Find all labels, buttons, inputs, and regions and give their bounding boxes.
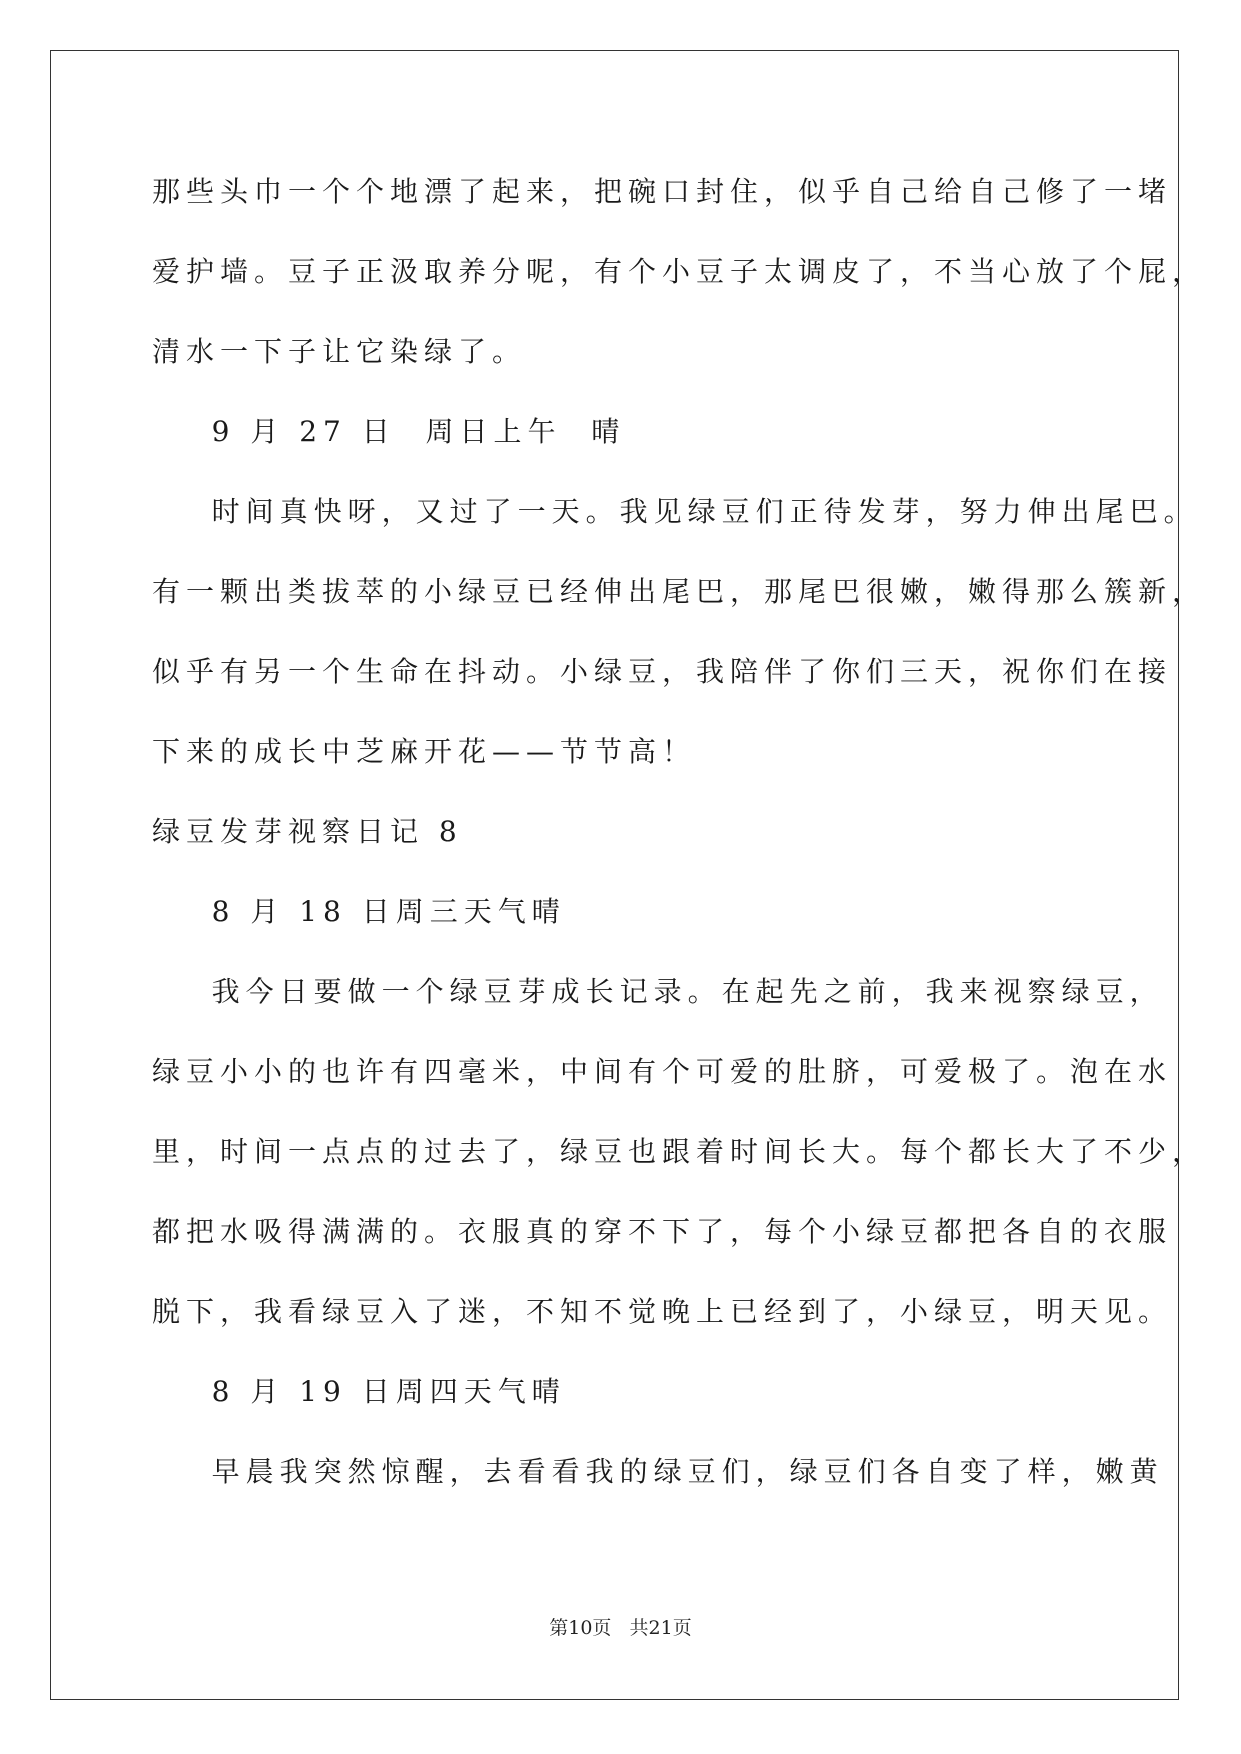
date-heading-sep-27: 9 月 27 日 周日上午 晴	[152, 415, 626, 448]
text-line-13: 里，时间一点点的过去了，绿豆也跟着时间长大。每个都长大了不少，	[152, 1135, 1207, 1168]
text-line-5: 时间真快呀，又过了一天。我见绿豆们正待发芽，努力伸出尾巴。	[152, 495, 1198, 528]
text-line-15: 脱下，我看绿豆入了迷，不知不觉晚上已经到了，小绿豆，明天见。	[152, 1295, 1173, 1328]
date-heading-aug-19: 8 月 19 日周四天气晴	[152, 1375, 566, 1408]
text-line-11: 我今日要做一个绿豆芽成长记录。在起先之前，我来视察绿豆，	[152, 975, 1164, 1008]
section-title: 绿豆发芽视察日记 8	[152, 815, 463, 848]
text-line-3: 清水一下子让它染绿了。	[152, 335, 527, 368]
page-number-footer: 第10页 共21页	[549, 1617, 692, 1639]
text-line-1: 那些头巾一个个地漂了起来，把碗口封住，似乎自己给自己修了一堵	[152, 175, 1173, 208]
date-heading-aug-18: 8 月 18 日周三天气晴	[152, 895, 566, 928]
text-line-8: 下来的成长中芝麻开花——节节高！	[152, 735, 697, 768]
text-line-14: 都把水吸得满满的。衣服真的穿不下了，每个小绿豆都把各自的衣服	[152, 1215, 1173, 1248]
text-line-6: 有一颗出类拔萃的小绿豆已经伸出尾巴，那尾巴很嫩，嫩得那么簇新，	[152, 575, 1207, 608]
text-line-12: 绿豆小小的也许有四毫米，中间有个可爱的肚脐，可爱极了。泡在水	[152, 1055, 1173, 1088]
text-line-17: 早晨我突然惊醒，去看看我的绿豆们，绿豆们各自变了样，嫩黄	[152, 1455, 1164, 1488]
text-line-2: 爱护墙。豆子正汲取养分呢，有个小豆子太调皮了，不当心放了个屁，	[152, 255, 1207, 288]
text-line-7: 似乎有另一个生命在抖动。小绿豆，我陪伴了你们三天，祝你们在接	[152, 655, 1173, 688]
